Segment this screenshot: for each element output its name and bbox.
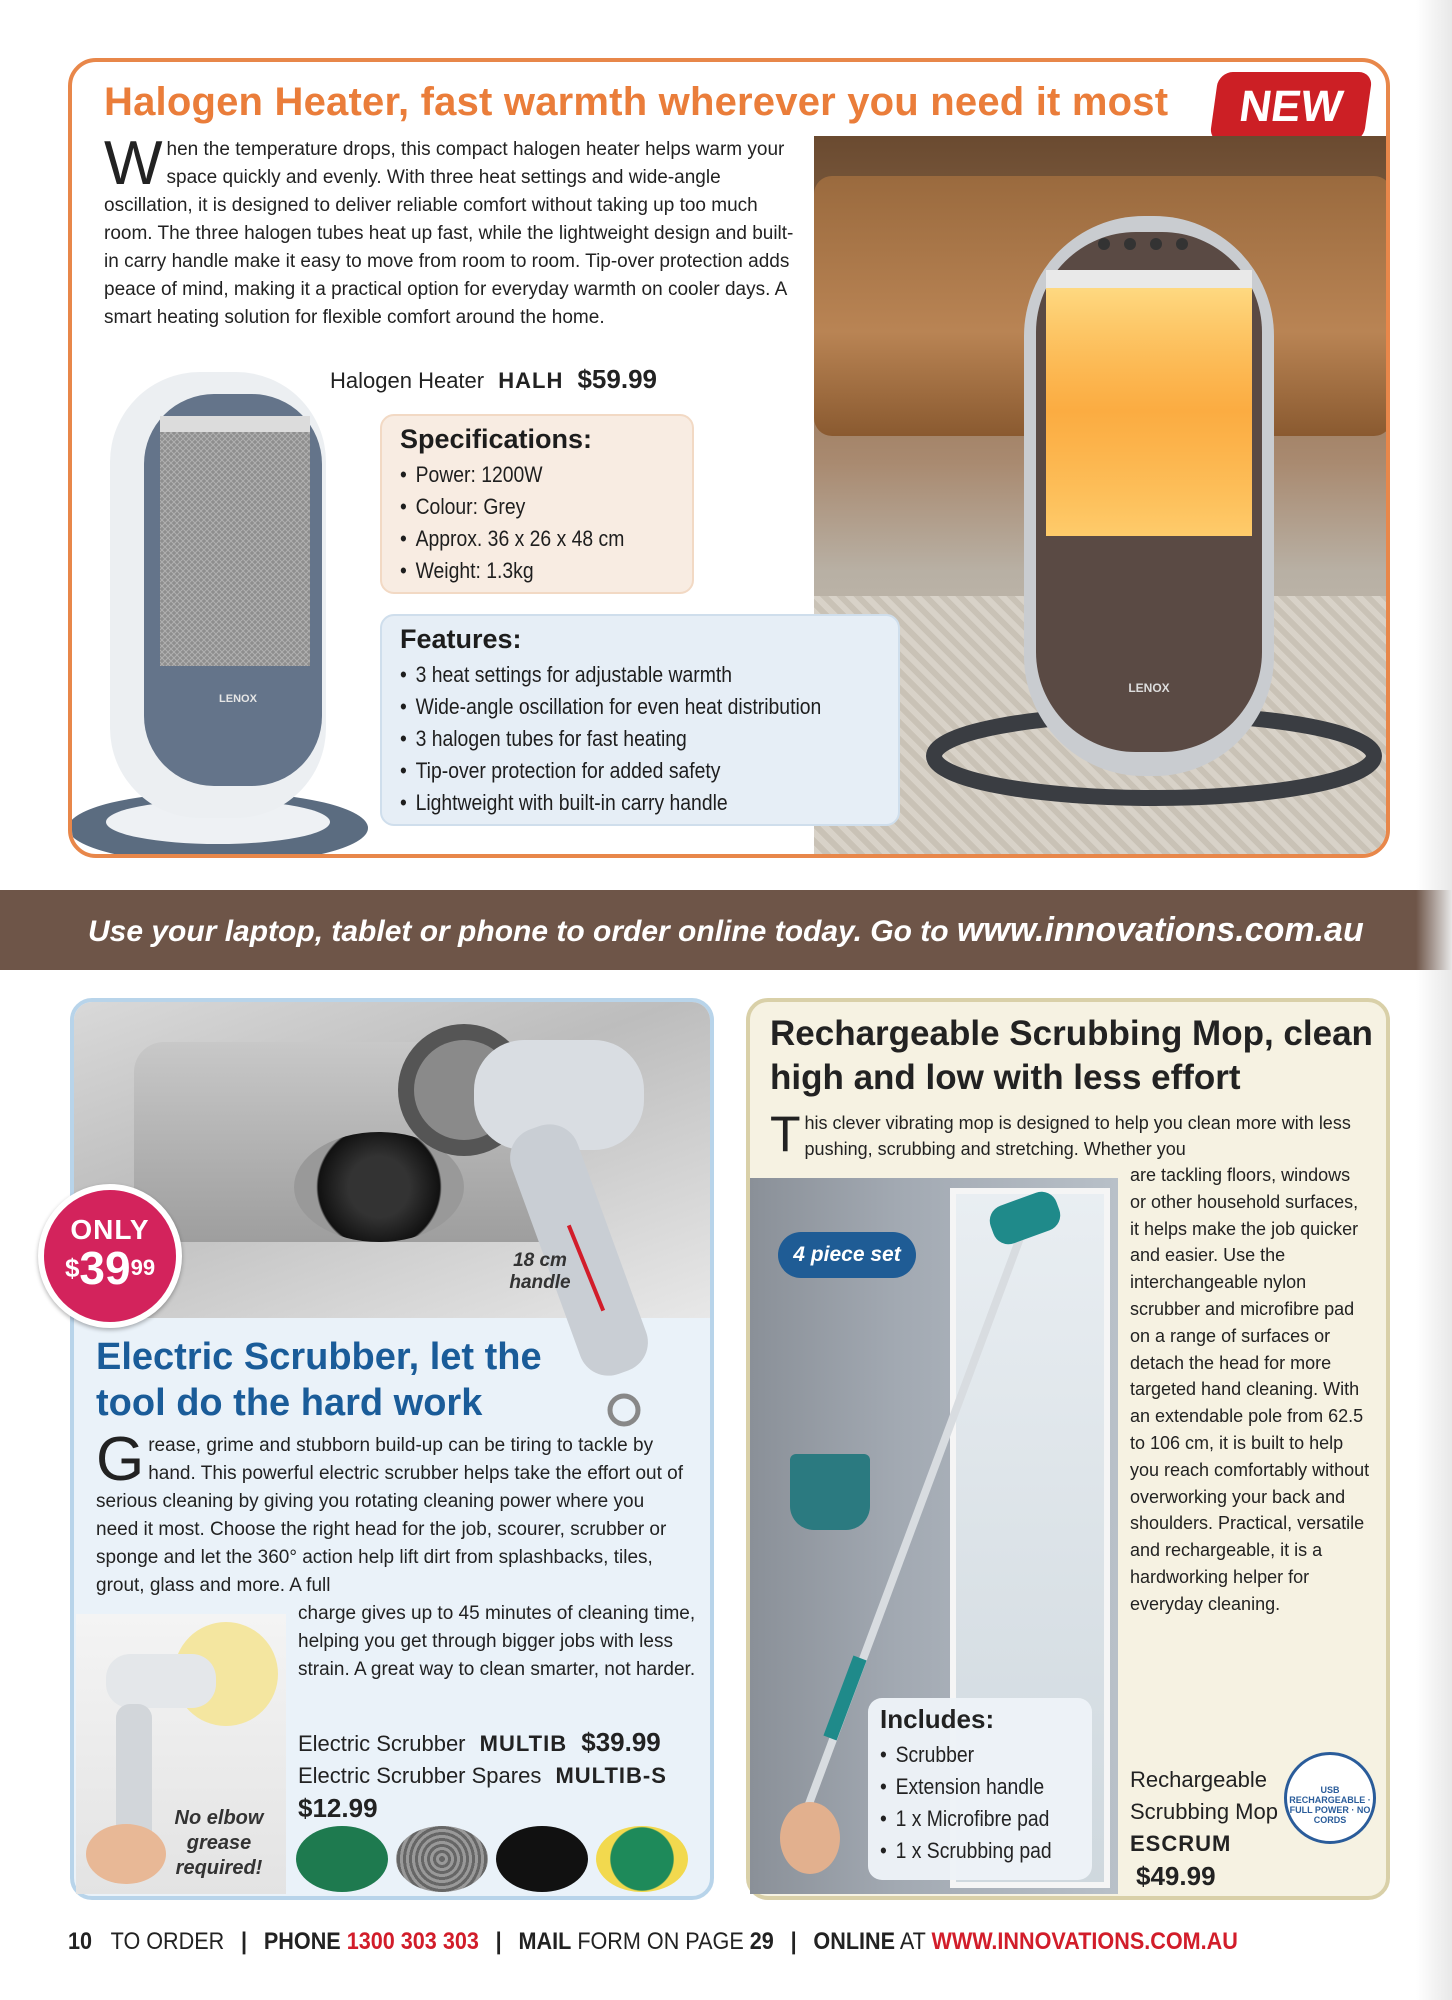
mop-price-block [1130, 1764, 1290, 1894]
mop-description-side: are tackling floors, windows or other household surfaces, it helps make the job quicker and easier. Use the interchangeable nylon scrubber and microfibre pad on a range of surfaces or detach the head for more targeted hand cleaning. With an extendable pole from 62.5 to 106 cm, it is built to help you reach comfortably without overworking your back and shoulders. Practical, versatile and rechargeable, it is a hardworking helper for everyday cleaning. [1130, 1165, 1370, 1614]
banner-url-link[interactable]: www.innovations.com.au [956, 911, 1364, 949]
page-edge-shadow [1416, 0, 1452, 2000]
svg-text:LENOX: LENOX [219, 693, 257, 705]
mail-label: MAIL [518, 1928, 572, 1955]
scrubber-description-continued: charge gives up to 45 minutes of cleaning time, helping you get through bigger jobs with less strain. A great way to clean smarter, not harder. [298, 1603, 696, 1680]
dropcap-g: G [96, 1425, 145, 1494]
heater-product-code: HALH [498, 368, 564, 393]
mop-price: $49.99 [1136, 1861, 1216, 1891]
heater-description [104, 129, 804, 332]
elbow-grease-note: No elbow grease required! [174, 1807, 264, 1879]
feature-item: • Wide-angle oscillation for even heat distribution [400, 691, 822, 723]
online-at: AT [899, 1928, 926, 1955]
usb-rechargeable-badge: USB RECHARGEABLE · FULL POWER · NO CORDS [1284, 1752, 1376, 1844]
spec-item: • Colour: Grey [400, 491, 641, 523]
scrubber-price: $39.99 [581, 1727, 661, 1757]
footer-order-line [68, 1928, 1238, 1956]
spares-price-line-2 [298, 1792, 667, 1826]
brush-head [396, 1826, 488, 1892]
scrubber-description [96, 1425, 686, 1600]
banner-text: Use your laptop, tablet or phone to order online today. Go to [88, 915, 957, 948]
separator: | [241, 1928, 248, 1955]
dropcap-t: T [770, 1106, 801, 1162]
separator: | [790, 1928, 797, 1955]
include-item: • Extension handle [880, 1771, 1056, 1803]
scrubber-price-block [298, 1726, 667, 1826]
include-item: • 1 x Microfibre pad [880, 1803, 1056, 1835]
scrubber-product-name: Electric Scrubber [298, 1731, 466, 1756]
spec-item: • Power: 1200W [400, 459, 641, 491]
specifications-list [400, 459, 674, 587]
includes-box [868, 1698, 1092, 1880]
order-online-banner [0, 890, 1452, 970]
phone-label: PHONE [263, 1928, 341, 1955]
four-piece-set-badge: 4 piece set [778, 1232, 916, 1278]
spec-item: • Weight: 1.3kg [400, 555, 641, 587]
page-number: 10 [68, 1928, 93, 1955]
spec-item: • Approx. 36 x 26 x 48 cm [400, 523, 641, 555]
includes-title: Includes: [880, 1704, 995, 1734]
mop-product-name: Rechargeable Scrubbing Mop [1130, 1767, 1278, 1824]
online-url-link[interactable]: WWW.INNOVATIONS.COM.AU [931, 1928, 1238, 1955]
phone-number-link[interactable]: 1300 303 303 [346, 1928, 479, 1955]
include-item: • 1 x Scrubbing pad [880, 1835, 1056, 1867]
mail-text: FORM ON PAGE [577, 1928, 744, 1955]
mop-product-code: ESCRUM [1130, 1831, 1232, 1856]
mop-price-line [1130, 1828, 1290, 1894]
dropcap-w: W [104, 129, 163, 198]
feature-item: • Tip-over protection for added safety [400, 755, 822, 787]
scrubber-product-code: MULTIB [479, 1731, 568, 1756]
heater-panel [68, 58, 1390, 858]
to-order-label: TO ORDER [110, 1928, 225, 1955]
mop-description-top-text: his clever vibrating mop is designed to help you clean more with less pushing, scrubbing and stretching. Whether you [804, 1113, 1351, 1159]
feature-item: • Lightweight with built-in carry handle [400, 787, 822, 819]
scrubber-heads-image [294, 1826, 694, 1896]
features-list [400, 659, 880, 819]
heater-price-line [330, 364, 657, 395]
mop-description-top [770, 1106, 1370, 1162]
green-scourer-pad [296, 1826, 388, 1892]
only-price: $^{\$}39^{99}$ [64, 1242, 156, 1294]
mail-page: 29 [749, 1928, 774, 1955]
black-sponge-pad [496, 1826, 588, 1892]
spares-product-name: Electric Scrubber Spares [298, 1763, 542, 1788]
handle-length-note: 18 cm handle [509, 1250, 571, 1293]
heater-lifestyle-photo [814, 136, 1390, 858]
scrubber-title: Electric Scrubber, let the tool do the hard work [96, 1336, 542, 1424]
specifications-title: Specifications: [400, 424, 593, 454]
spares-price: $12.99 [298, 1793, 378, 1823]
heater-title: Halogen Heater, fast warmth wherever you need it most [104, 80, 1169, 124]
scrubber-description-text: rease, grime and stubborn build-up can be tiring to tackle by hand. This powerful electric scrubber helps take the effort out of serious cleaning by giving you rotating cleaning power where you need it most. Choose the right head for the job, scourer, scrubber or sponge and let the 360° action help lift dirt from splashbacks, tiles, grout, glass and more. A full [96, 1435, 683, 1596]
only-label: ONLY [70, 1214, 150, 1245]
heater-product-name: Halogen Heater [330, 368, 485, 393]
feature-item: • 3 halogen tubes for fast heating [400, 723, 822, 755]
heater-product-image [68, 364, 368, 858]
scrubber-price-line [298, 1726, 667, 1760]
svg-text:LENOX: LENOX [1128, 681, 1170, 695]
online-label: ONLINE [813, 1928, 896, 1955]
glowing-heater-illustration [814, 136, 1390, 858]
heater-description-text: hen the temperature drops, this compact halogen heater helps warm your space quickly and evenly. With three heat settings and wide-angle oscillation, it is designed to deliver reliable comfort without taking up too much room. The three halogen tubes heat up fast, while the lightweight design and built-in carry handle make it easy to move from room to room. Tip-over protection adds peace of mind, making it a practical option for everyday warmth on cooler days. A smart heating solution for flexible comfort around the home. [104, 139, 794, 328]
new-badge: NEW [1209, 72, 1373, 142]
mop-title: Rechargeable Scrubbing Mop, clean high and low with less effort [770, 1014, 1373, 1097]
spares-price-line [298, 1760, 667, 1792]
include-item: • Scrubber [880, 1739, 1056, 1771]
spares-product-code: MULTIB-S [555, 1763, 667, 1788]
features-title: Features: [400, 624, 522, 654]
only-price-badge [38, 1184, 182, 1328]
includes-list [880, 1739, 1080, 1867]
yellow-green-sponge [596, 1826, 688, 1892]
separator: | [495, 1928, 502, 1955]
specifications-box [380, 414, 694, 594]
feature-item: • 3 heat settings for adjustable warmth [400, 659, 822, 691]
heater-price: $59.99 [577, 364, 657, 394]
features-box [380, 614, 900, 826]
